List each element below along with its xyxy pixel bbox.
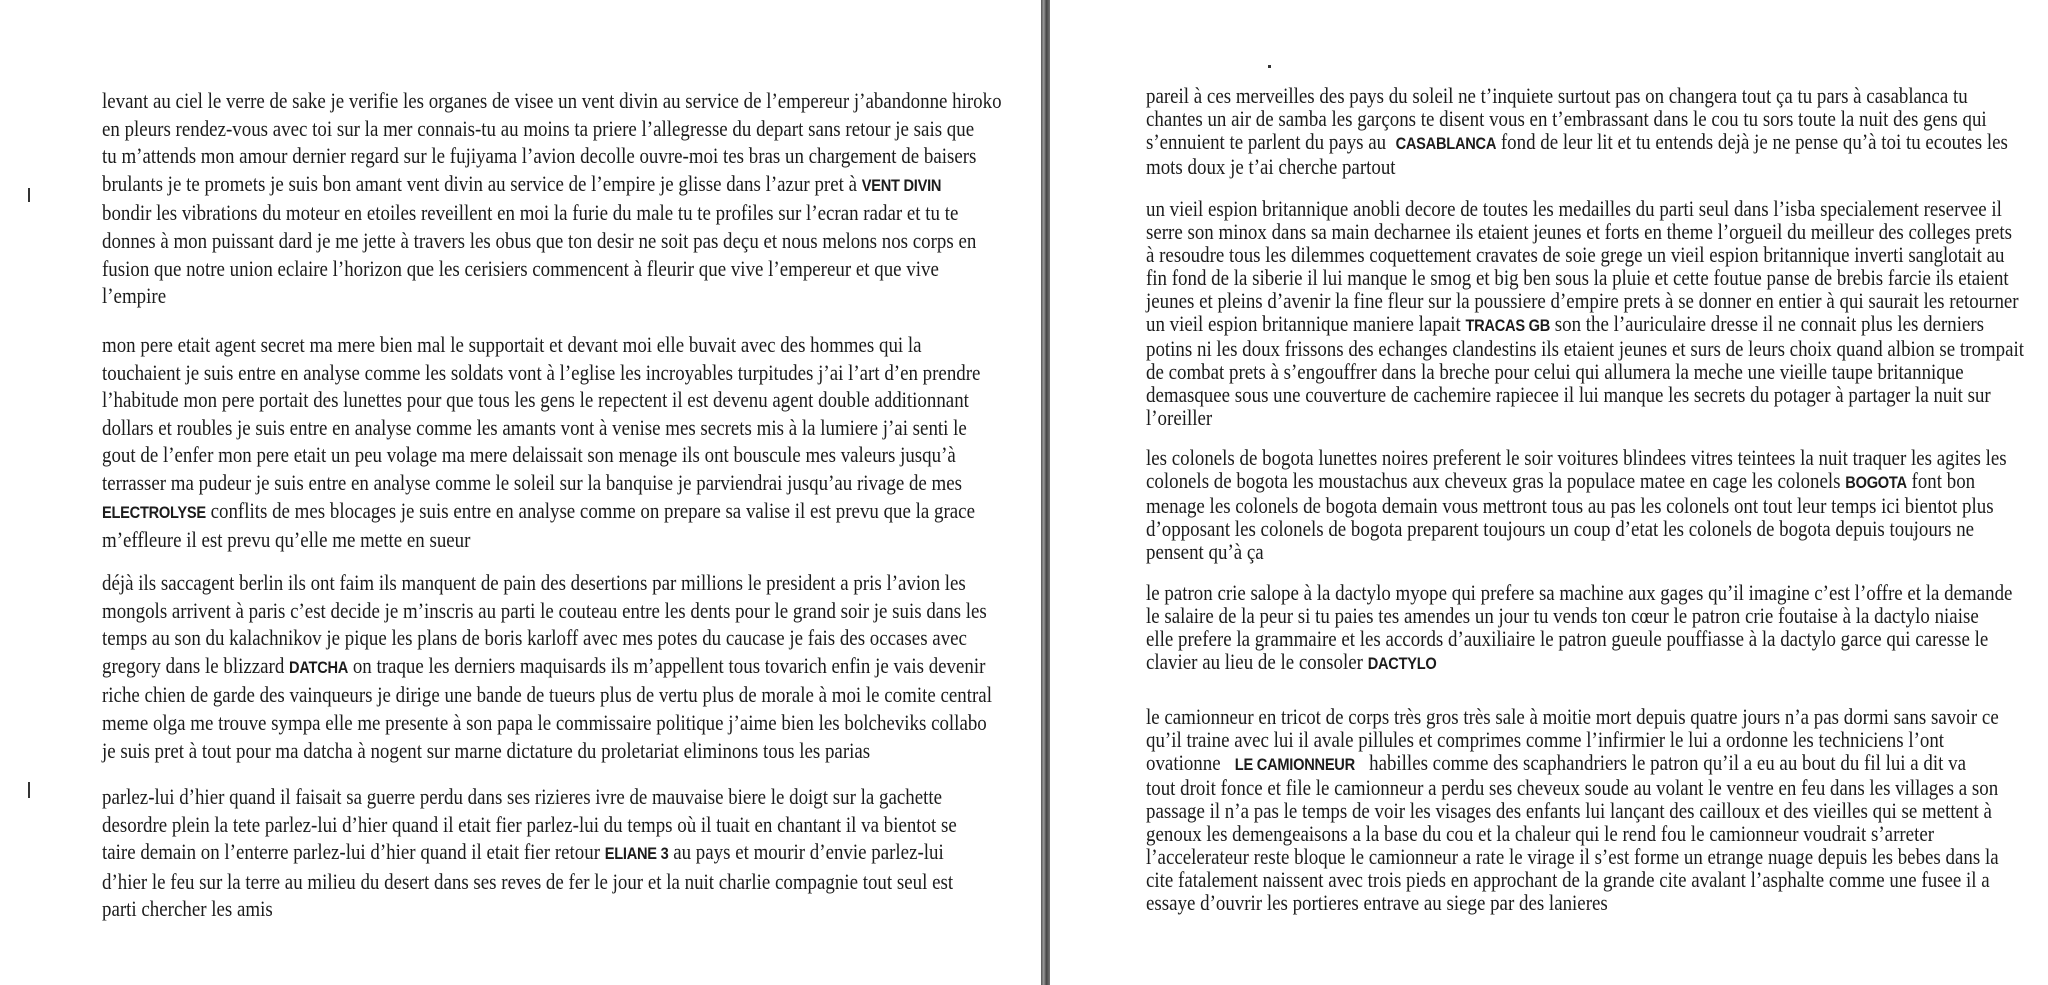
lyrics-line: mongols arrivent à paris c’est decide je m’inscris au parti le couteau entre les dents pour le grand soir je suis dans les bbox=[102, 597, 987, 623]
lyrics-text: font bon bbox=[1906, 468, 1976, 493]
lyrics-text: un vieil espion britannique maniere lapait bbox=[1146, 311, 1466, 336]
lyrics-line: jeunes et pleins d’avenir la fine fleur sur la poussiere d’empire prets à se donner en entier à qui saurait les retourner bbox=[1146, 288, 2019, 313]
lyrics-paragraph bbox=[1146, 581, 2012, 675]
song-title-keyword: DATCHA bbox=[289, 657, 349, 677]
lyrics-line: mon pere etait agent secret ma mere bien mal le supportait et devant moi elle buvait avec des hommes qui la bbox=[102, 332, 922, 357]
lyrics-line: en pleurs rendez-vous avec toi sur la mer connais-tu au moins ta priere l’allegresse du depart sans retour je sais que bbox=[102, 115, 975, 141]
lyrics-line: bondir les vibrations du moteur en etoiles reveillent en moi la furie du male tu te profiles sur l’ecran radar et tu te bbox=[102, 200, 959, 226]
lyrics-text: s’ennuient te parlent du pays au bbox=[1146, 129, 1396, 154]
scan-mark bbox=[28, 188, 30, 202]
lyrics-text: habilles comme des scaphandriers le patron qu’il a eu au bout du fil lui a dit va bbox=[1354, 750, 1966, 775]
lyrics-line: à resoudre tous les dilemmes coquettement cravates de soie grege un vieil espion britannique inverti sanglotait au bbox=[1146, 242, 2005, 267]
lyrics-line: potins ni les doux frissons des echanges clandestins ils etaient jeunes et surs de leurs choix quand albion se trompait bbox=[1146, 336, 2025, 361]
lyrics-paragraph bbox=[1146, 446, 2007, 563]
lyrics-paragraph bbox=[102, 87, 1002, 310]
lyrics-line: le patron crie salope à la dactylo myope qui prefere sa machine aux gages qu’il imagine c’est l’offre et la demande bbox=[1146, 580, 2013, 605]
lyrics-line: tout droit fonce et file le camionneur a perdu ses cheveux soude au volant le ventre en feu dans les villages a son bbox=[1146, 775, 1999, 800]
lyrics-line: touchaient je suis entre en analyse comme les soldats vont à l’eglise les incroyables turpitudes j’ai l’art d’en prendre bbox=[102, 359, 981, 385]
lyrics-line: passage il n’a pas le temps de voir les visages des enfants lui lançant des cailloux et des vieilles qui se mettent à bbox=[1146, 798, 1992, 823]
lyrics-text: clavier au lieu de le consoler bbox=[1146, 649, 1368, 674]
lyrics-line: tu m’attends mon amour dernier regard sur le fujiyama l’avion decolle ouvre-moi tes bras un chargement de baisers bbox=[102, 143, 977, 169]
lyrics-text: ovationne bbox=[1146, 750, 1235, 775]
song-title-keyword: ELIANE 3 bbox=[604, 844, 669, 864]
lyrics-text: taire demain on l’enterre parlez-lui d’hier quand il etait fier retour bbox=[102, 839, 605, 865]
lyrics-text: fond de leur lit et tu entends dejà je ne pense qu’à toi tu ecoutes les bbox=[1496, 129, 2008, 154]
lyrics-line bbox=[1146, 312, 2024, 337]
song-title-keyword: BOGOTA bbox=[1845, 473, 1907, 492]
lyrics-line: demasquee sous une couverture de cachemire rapiecee il lui manque les secrets du potager à partager la nuit sur bbox=[1146, 382, 1991, 407]
lyrics-line: dollars et roubles je suis entre en analyse comme les amants vont à venise mes secrets mis à la lumiere j’ai senti le bbox=[102, 414, 967, 440]
lyrics-line: m’effleure il est prevu qu’elle me mette en sueur bbox=[102, 527, 471, 553]
lyrics-line: serre son minox dans sa main decharnee ils etaient jeunes et forts en theme l’orgueil du meilleur des colleges prets bbox=[1146, 219, 2013, 244]
lyrics-paragraph bbox=[102, 783, 957, 923]
lyrics-line bbox=[102, 170, 1002, 200]
lyrics-line: fin fond de la siberie il lui manque le smog et big ben sous la pluie et cette foutue panse de brebis farcie ils etaient bbox=[1146, 265, 2009, 290]
song-title-keyword: TRACAS GB bbox=[1465, 316, 1551, 335]
lyrics-line: donnes à mon puissant dard je me jette à travers les obus que ton desir ne soit pas deçu et nous melons nos corps en bbox=[102, 227, 977, 253]
lyrics-line bbox=[102, 497, 980, 527]
lyrics-line: l’accelerateur reste bloque le camionneur a rate le virage il s’est forme un etrange nuage depuis les bebes dans la bbox=[1146, 844, 1999, 869]
lyrics-text: conflits de mes blocages je suis entre en analyse comme on prepare sa valise il est prevu que la grace bbox=[205, 497, 975, 523]
song-title-keyword: ELECTROLYSE bbox=[102, 502, 206, 522]
lyrics-line: l’empire bbox=[102, 283, 167, 309]
lyrics-text: son the l’auriculaire dresse il ne connait plus les derniers bbox=[1550, 311, 1985, 336]
lyrics-line: mots doux je t’ai cherche partout bbox=[1146, 154, 1396, 179]
lyrics-line: je suis pret à tout pour ma datcha à nogent sur marne dictature du proletariat eliminons tous les parias bbox=[102, 737, 871, 763]
lyrics-line: chantes un air de samba les garçons te disent vous en t’embrassant dans le cou tu sors toute la nuit des gens qui bbox=[1146, 106, 1987, 131]
lyrics-line bbox=[1146, 130, 2008, 155]
lyrics-line: levant au ciel le verre de sake je verifie les organes de visee un vent divin au service de l’empereur j’abandonne hiroko bbox=[102, 88, 1002, 113]
lyrics-text: gregory dans le blizzard bbox=[102, 652, 290, 678]
lyrics-line: temps au son du kalachnikov je pique les plans de boris karloff avec mes potes du caucase je fais des occases avec bbox=[102, 625, 967, 651]
song-title-keyword: CASABLANCA bbox=[1395, 134, 1497, 153]
lyrics-line: l’oreiller bbox=[1146, 405, 1213, 430]
lyrics-line: terrasser ma pudeur je suis entre en analyse comme le soleil sur la banquise je parviendrai jusqu’au rivage de mes bbox=[102, 469, 963, 495]
lyrics-line: le camionneur en tricot de corps très gros très sale à moitie mort depuis quatre jours n’a pas dormi sans savoir ce bbox=[1146, 704, 1999, 729]
lyrics-paragraph bbox=[1146, 84, 2008, 178]
lyrics-line: menage les colonels de bogota demain vous mettront tous au pas les colonels ont tout leur temps ici bientot plus bbox=[1146, 493, 1994, 518]
lyrics-line: meme olga me trouve sympa elle me presente à son papa le commissaire politique j’aime bien les bolcheviks collabo bbox=[102, 709, 987, 735]
lyrics-line: pareil à ces merveilles des pays du soleil ne t’inquiete surtout pas on changera tout ça tu pars à casablanca tu bbox=[1146, 83, 1968, 108]
lyrics-line: cite fatalement naissent avec trois pieds en approchant de la grande cite avalant l’asphalte comme une fusee il a bbox=[1146, 867, 1990, 892]
lyrics-line bbox=[102, 838, 957, 868]
lyrics-line: gout de l’enfer mon pere etait un peu volage ma mere delaissait son menage ils ont bouscule mes valeurs jusqu’à bbox=[102, 442, 956, 468]
lyrics-line: qu’il traine avec lui il avale pillules et comprimes comme l’infirmier le lui a ordonne les techniciens l’ont bbox=[1146, 727, 1945, 752]
lyrics-line bbox=[102, 652, 992, 682]
lyrics-line: d’hier le feu sur la terre au milieu du desert dans ses reves de fer le jour et la nuit charlie compagnie tout seul est bbox=[102, 868, 954, 894]
lyrics-text: au pays et mourir d’envie parlez-lui bbox=[668, 839, 944, 865]
lyrics-text: colonels de bogota les moustachus aux cheveux gras la populace matee en cage les colonels bbox=[1146, 468, 1846, 493]
lyrics-line: essaye d’ouvrir les portieres entrave au siege par des lanieres bbox=[1146, 890, 1608, 915]
lyrics-text: on traque les derniers maquisards ils m’appellent tous tovarich enfin je vais devenir bbox=[348, 652, 986, 678]
lyrics-line bbox=[1146, 469, 2007, 494]
lyrics-paragraph bbox=[102, 569, 992, 764]
lyrics-line: riche chien de garde des vainqueurs je dirige une bande de tueurs plus de vertu plus de morale à moi le comite central bbox=[102, 682, 992, 708]
lyrics-line: l’habitude mon pere portait des lunettes pour que tous les gens le repectent il est devenu agent double additionnant bbox=[102, 387, 969, 413]
book-spine-gutter bbox=[1041, 0, 1050, 985]
lyrics-line: genoux les demengeaisons a la base du cou et la chaleur qui le rend fou le camionneur voudrait s’arreter bbox=[1146, 821, 1935, 846]
song-title-keyword: DACTYLO bbox=[1367, 654, 1437, 673]
lyrics-line bbox=[1146, 650, 2012, 675]
lyrics-line: parlez-lui d’hier quand il faisait sa guerre perdu dans ses rizieres ivre de mauvaise biere le doigt sur la gachette bbox=[102, 784, 943, 809]
song-title-keyword: LE CAMIONNEUR bbox=[1234, 755, 1355, 774]
right-page bbox=[1056, 0, 2048, 985]
lyrics-paragraph bbox=[102, 331, 980, 554]
lyrics-line: déjà ils saccagent berlin ils ont faim ils manquent de pain des desertions par millions le president a pris l’avion les bbox=[102, 570, 966, 595]
lyrics-line bbox=[1146, 751, 1999, 776]
lyrics-text: brulants je te promets je suis bon amant vent divin au service de l’empire je glisse dans l’azur pret à bbox=[102, 170, 862, 196]
lyrics-paragraph bbox=[1146, 705, 1999, 914]
lyrics-line: parti chercher les amis bbox=[102, 896, 273, 922]
lyrics-line: pensent qu’à ça bbox=[1146, 539, 1264, 564]
lyrics-line: fusion que notre union eclaire l’horizon que les cerisiers commencent à fleurir que vive l’empereur et que vive bbox=[102, 255, 939, 281]
lyrics-line: le salaire de la peur si tu paies tes amendes un jour tu vends ton cœur le patron crie foutaise à la dactylo niaise bbox=[1146, 603, 1979, 628]
lyrics-line: un vieil espion britannique anobli decore de toutes les medailles du parti seul dans l’isba specialement reservee il bbox=[1146, 196, 2002, 221]
lyrics-paragraph bbox=[1146, 197, 2024, 429]
lyrics-line: d’opposant les colonels de bogota preparent toujours un coup d’etat les colonels de bogota depuis toujours ne bbox=[1146, 516, 1975, 541]
lyrics-line: de combat prets à s’engouffrer dans la breche pour celui qui allumera la meche une vieille taupe britannique bbox=[1146, 359, 1964, 384]
lyrics-line: elle prefere la grammaire et les accords d’auxiliaire le patron gueule pouffiasse à la dactylo garce qui caresse le bbox=[1146, 626, 1989, 651]
lyrics-line: desordre plein la tete parlez-lui d’hier quand il etait fier parlez-lui du temps où il tuait en chantant il va bientot se bbox=[102, 811, 957, 837]
scan-mark bbox=[28, 782, 30, 798]
song-title-keyword: VENT DIVIN bbox=[861, 175, 942, 195]
scan-speck bbox=[1268, 65, 1271, 68]
lyrics-line: les colonels de bogota lunettes noires preferent le soir voitures blindees vitres teintees la nuit traquer les agites les bbox=[1146, 445, 2007, 470]
